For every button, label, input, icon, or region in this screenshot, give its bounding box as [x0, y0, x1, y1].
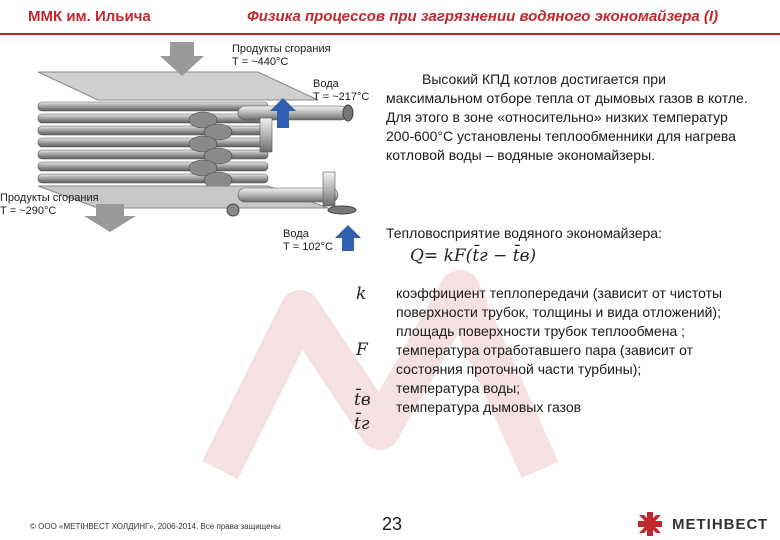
heat-formula: Q= kF(t̄г − t̄в)	[410, 246, 537, 266]
symbol-tg: t̄г	[354, 414, 370, 434]
gas-out-label	[0, 192, 99, 218]
symbol-F: F	[356, 340, 368, 360]
gas-out-label-line2: Т = ~290°С	[0, 205, 57, 217]
org-name: ММК им. Ильича	[28, 8, 151, 25]
k-description: коэффициент теплопередачи (зависит от чистоты поверхности трубок, толщины и вида отложений);	[396, 285, 723, 320]
water-in-label-line2: Т = 102°С	[283, 241, 333, 253]
intro-paragraph: Высокий КПД котлов достигается при максимальном отборе тепла от дымовых газов в котле. Для этого в зоне «относительно» низких температур 200-600°С установлены теплообменники для нагрева котловой воды – водяные экономайзеры.	[386, 71, 748, 163]
water-out-label-line1: Вода	[313, 78, 339, 90]
gas-in-label-line1: Продукты сгорания	[232, 43, 331, 55]
water-out-label-line2: Т = ~217°С	[313, 91, 370, 103]
water-in-arrow-icon	[335, 225, 361, 251]
copyright-text: © ООО «МЕТІНВЕСТ ХОЛДИНГ», 2006-2014. Все права защищены	[30, 522, 281, 531]
F-description: площадь поверхности трубок теплообмена ; температура отработавшего пара (зависит от состояния проточной части турбины);	[396, 323, 694, 377]
gas-in-label-line2: Т = ~440°С	[232, 56, 289, 68]
water-out-label	[313, 78, 369, 104]
page-title: Физика процессов при загрязнении водяного экономайзера (I)	[247, 8, 719, 25]
symbol-k: k	[356, 284, 367, 304]
water-in-label-line1: Вода	[283, 228, 309, 240]
water-out-arrow-icon	[270, 98, 296, 128]
metinvest-logo-icon	[636, 512, 664, 536]
gas-in-arrow-icon	[160, 42, 204, 76]
tv-description: температура воды;	[396, 380, 521, 396]
heat-title: Тепловосприятие водяного экономайзера:	[386, 225, 662, 241]
header-divider	[0, 33, 780, 35]
tg-description: температура дымовых газов	[396, 399, 582, 415]
water-in-label	[283, 228, 333, 254]
definitions	[396, 284, 756, 417]
brand-name: МЕТІНВЕСТ	[672, 516, 769, 533]
gas-in-label	[232, 43, 331, 69]
symbol-tv: t̄в	[354, 390, 371, 410]
gas-out-label-line1: Продукты сгорания	[0, 192, 99, 204]
page-number: 23	[382, 514, 403, 534]
